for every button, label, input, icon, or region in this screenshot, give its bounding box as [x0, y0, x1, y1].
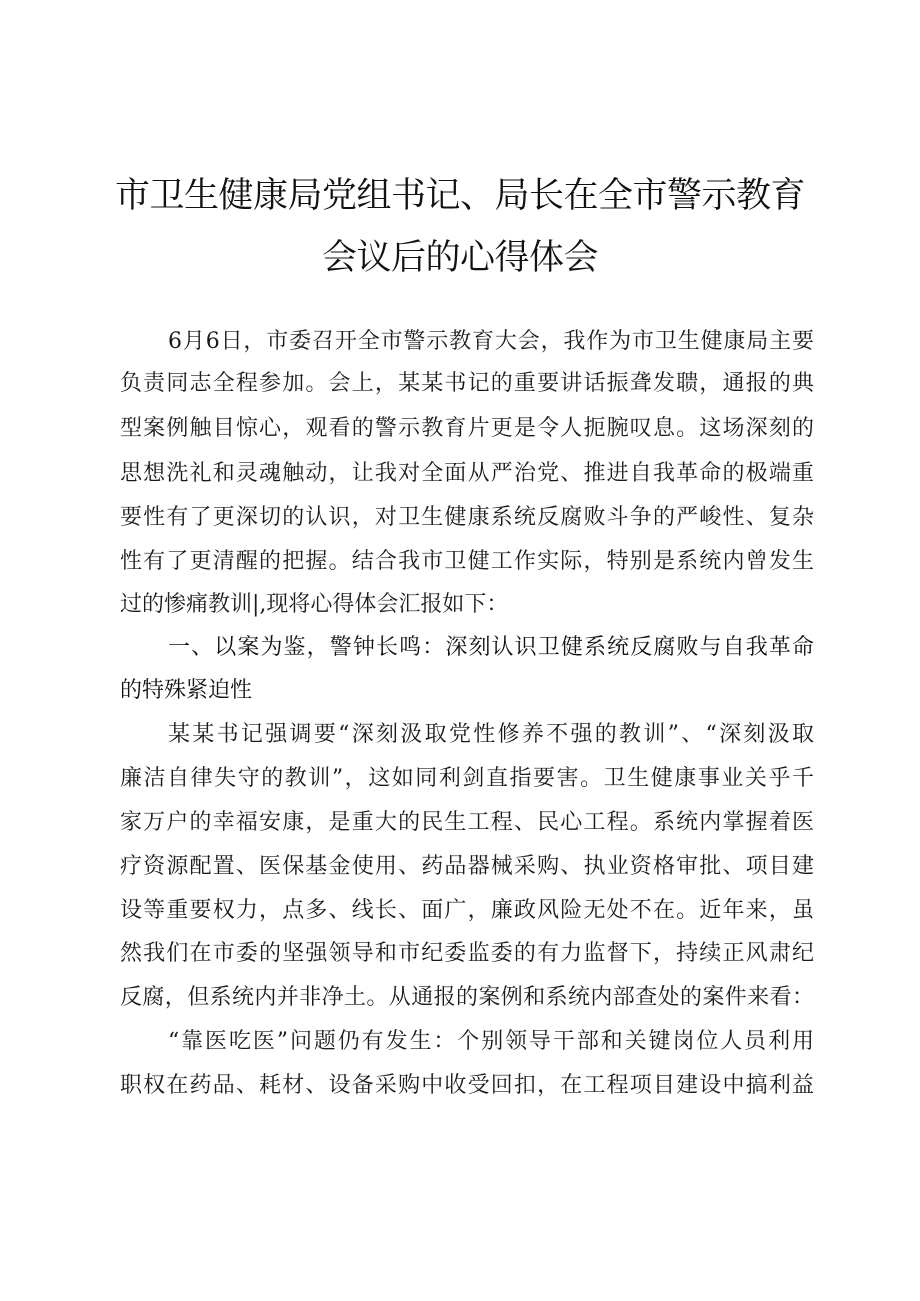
paragraph-line: 廉洁自律失守的教训”，这如同利剑直指要害。卫生健康事业关乎千 — [120, 766, 814, 791]
paragraph-line: 设等重要权力，点多、线长、面广，廉政风险无处不在。近年来，虽 — [120, 898, 814, 923]
paragraph-line: 要性有了更深切的认识，对卫生健康系统反腐败斗争的严峻性、复杂 — [120, 505, 814, 530]
paragraph-line: 某某书记强调要“深刻汲取党性修养不强的教训”、“深刻汲取 — [168, 722, 814, 747]
paragraph-line: 过的惨痛教训|,现将心得体会汇报如下： — [120, 592, 509, 617]
paragraph-line: 然我们在市委的坚强领导和市纪委监委的有力监督下，持续正风肃纪 — [120, 941, 814, 966]
paragraph-line: 疗资源配置、医保基金使用、药品器械采购、执业资格审批、项目建 — [120, 854, 814, 879]
paragraph-line: 家万户的幸福安康，是重大的民生工程、民心工程。系统内掌握着医 — [120, 810, 814, 835]
paragraph-line: 反腐，但系统内并非净土。从通报的案例和系统内部查处的案件来看： — [120, 985, 814, 1010]
paragraph-line: 型案例触目惊心，观看的警示教育片更是令人扼腕叹息。这场深刻的 — [120, 416, 814, 441]
paragraph-line: 6月6日，市委召开全市警示教育大会，我作为市卫生健康局主要 — [168, 329, 814, 354]
paragraph-line: 性有了更清醒的把握。结合我市卫健工作实际，特别是系统内曾发生 — [120, 549, 814, 574]
section-heading-line: 的特殊紧迫性 — [120, 678, 253, 703]
document-title-line-2: 会议后的心得体会 — [321, 238, 598, 278]
paragraph-line: 思想洗礼和灵魂触动，让我对全面从严治党、推进自我革命的极端重 — [120, 461, 814, 486]
paragraph-line: 职权在药品、耗材、设备采购中收受回扣，在工程项目建设中搞利益 — [120, 1073, 814, 1098]
section-heading-line: 一、以案为鉴，警钟长鸣：深刻认识卫健系统反腐败与自我革命 — [168, 635, 814, 660]
paragraph-line: 负责同志全程参加。会上，某某书记的重要讲话振聋发聩，通报的典 — [120, 371, 814, 396]
document-title-line-1: 市卫生健康局党组书记、局长在全市警示教育 — [114, 176, 805, 216]
paragraph-line: “靠医吃医”问题仍有发生：个别领导干部和关键岗位人员利用 — [168, 1029, 814, 1054]
